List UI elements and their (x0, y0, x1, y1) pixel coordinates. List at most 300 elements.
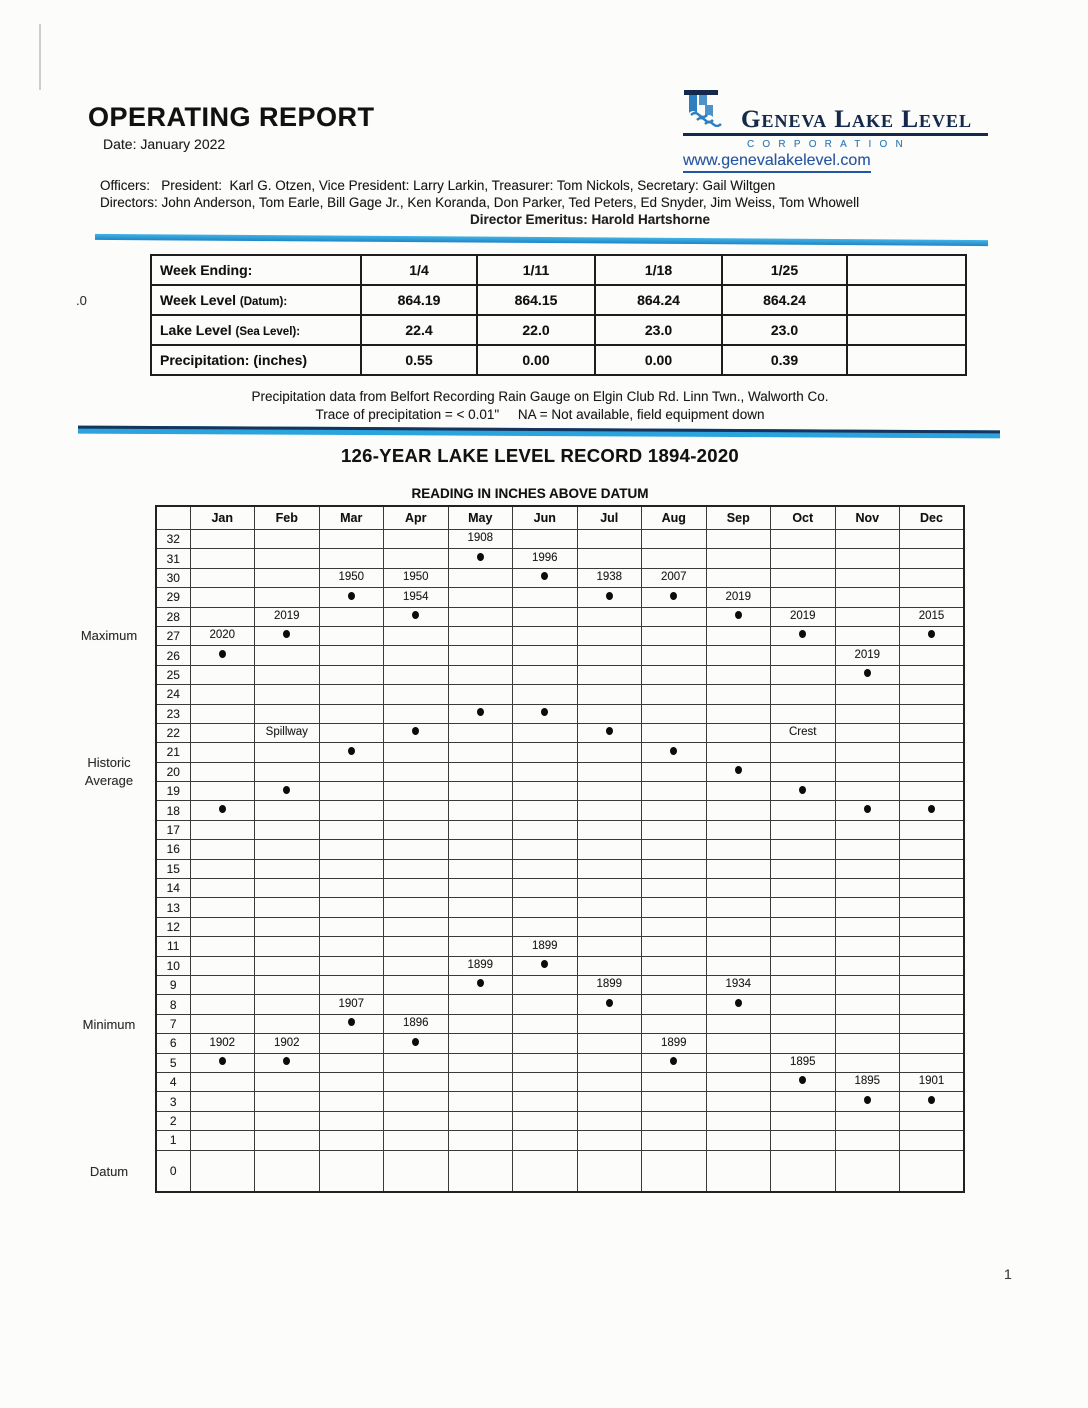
grid-cell (706, 859, 771, 878)
grid-cell (706, 1014, 771, 1033)
grid-cell (900, 1053, 965, 1072)
grid-cell (771, 898, 836, 917)
grid-cell (577, 956, 642, 975)
grid-cell (835, 859, 900, 878)
side-label-line: Historic (87, 754, 131, 770)
grid-cell (319, 801, 384, 820)
side-label-historic-average (72, 754, 146, 790)
data-dot (283, 1057, 290, 1065)
grid-cell (513, 704, 578, 723)
grid-cell (255, 549, 320, 568)
grid-cell (900, 937, 965, 956)
grid-cell (900, 549, 965, 568)
grid-cell (835, 1034, 900, 1053)
grid-cell (384, 937, 449, 956)
weekly-value-cell (847, 255, 966, 285)
grid-cell (319, 937, 384, 956)
grid-cell (577, 685, 642, 704)
grid-row (156, 743, 964, 762)
month-header: Sep (706, 506, 771, 530)
data-dot (864, 669, 871, 677)
weekly-table (150, 254, 967, 376)
grid-cell (577, 704, 642, 723)
level-cell: 18 (156, 801, 190, 820)
grid-cell (190, 568, 255, 587)
grid-cell (900, 568, 965, 587)
grid-cell (642, 995, 707, 1014)
data-dot (477, 553, 484, 561)
grid-cell (642, 743, 707, 762)
weekly-value-cell: 0.00 (595, 345, 722, 375)
data-dot (412, 611, 419, 619)
grid-cell (900, 762, 965, 781)
grid-cell (190, 530, 255, 549)
weekly-value-cell: 0.00 (477, 345, 595, 375)
grid-cell (771, 1034, 836, 1053)
grid-cell (642, 607, 707, 626)
grid-cell (706, 607, 771, 626)
grid-cell (448, 879, 513, 898)
grid-cell (900, 1014, 965, 1033)
grid-cell (706, 840, 771, 859)
grid-cell (384, 704, 449, 723)
month-header: Dec (900, 506, 965, 530)
data-dot (412, 1038, 419, 1046)
grid-cell (642, 840, 707, 859)
grid-cell (448, 626, 513, 645)
month-header: Feb (255, 506, 320, 530)
grid-cell (771, 685, 836, 704)
weekly-label-paren: (Datum): (239, 296, 288, 308)
data-dot (348, 592, 355, 600)
level-cell: 1 (156, 1131, 190, 1150)
grid-cell (255, 956, 320, 975)
grid-cell (384, 1053, 449, 1072)
level-cell: 8 (156, 995, 190, 1014)
grid-cell (384, 1034, 449, 1053)
grid-cell (577, 1072, 642, 1091)
level-cell: 2 (156, 1111, 190, 1130)
grid-row (156, 820, 964, 839)
weekly-value-cell: 864.24 (722, 285, 847, 315)
level-cell: 3 (156, 1092, 190, 1111)
grid-cell: 1899 (642, 1034, 707, 1053)
grid-cell (513, 568, 578, 587)
grid-cell (706, 1053, 771, 1072)
grid-cell (642, 859, 707, 878)
grid-row (156, 937, 964, 956)
grid-cell (900, 898, 965, 917)
grid-cell (190, 879, 255, 898)
grid-cell: 1996 (513, 549, 578, 568)
grid-cell (384, 879, 449, 898)
grid-cell (448, 723, 513, 742)
grid-cell (900, 626, 965, 645)
grid-cell (577, 820, 642, 839)
grid-row (156, 1053, 964, 1072)
grid-cell (319, 646, 384, 665)
data-dot (864, 805, 871, 813)
data-dot (670, 592, 677, 600)
grid-row (156, 1150, 964, 1192)
grid-cell (835, 1014, 900, 1033)
grid-cell (513, 1131, 578, 1150)
grid-cell: 2020 (190, 626, 255, 645)
logo (683, 83, 988, 173)
grid-cell (835, 917, 900, 936)
weekly-value-cell: 1/4 (361, 255, 477, 285)
grid-row (156, 1034, 964, 1053)
grid-cell (513, 646, 578, 665)
grid-cell (190, 549, 255, 568)
grid-cell (448, 588, 513, 607)
grid-cell (513, 607, 578, 626)
weekly-row (151, 285, 966, 315)
data-dot (928, 1096, 935, 1104)
grid-cell (577, 859, 642, 878)
grid-cell (577, 782, 642, 801)
grid-cell (255, 762, 320, 781)
level-cell: 6 (156, 1034, 190, 1053)
grid-cell (771, 1072, 836, 1091)
grid-cell (513, 782, 578, 801)
level-cell: 30 (156, 568, 190, 587)
grid-cell (706, 704, 771, 723)
grid-cell (577, 995, 642, 1014)
grid-cell (771, 1111, 836, 1130)
grid-cell (835, 820, 900, 839)
record-subtitle: READING IN INCHES ABOVE DATUM (411, 486, 649, 501)
grid-cell (706, 646, 771, 665)
grid-cell (319, 762, 384, 781)
grid-cell (513, 975, 578, 994)
level-cell: 19 (156, 782, 190, 801)
grid-cell: 2019 (706, 588, 771, 607)
grid-cell (642, 530, 707, 549)
grid-cell (835, 1111, 900, 1130)
grid-cell (642, 588, 707, 607)
grid-cell (771, 646, 836, 665)
grid-cell (706, 801, 771, 820)
grid-cell (384, 859, 449, 878)
grid-cell: Spillway (255, 723, 320, 742)
weekly-value-cell: 23.0 (595, 315, 722, 345)
grid-cell (577, 1034, 642, 1053)
report-date: Date: January 2022 (103, 136, 226, 152)
weekly-value-cell: 1/25 (722, 255, 847, 285)
grid-cell (190, 1014, 255, 1033)
grid-cell (255, 975, 320, 994)
grid-cell (642, 704, 707, 723)
grid-cell (448, 568, 513, 587)
grid-cell (706, 1092, 771, 1111)
level-cell: 0 (156, 1150, 190, 1192)
grid-cell (900, 704, 965, 723)
grid-cell (642, 956, 707, 975)
grid-cell (900, 588, 965, 607)
grid-cell (642, 879, 707, 898)
level-cell: 27 (156, 626, 190, 645)
grid-cell (255, 646, 320, 665)
grid-cell (384, 685, 449, 704)
grid-cell (513, 1111, 578, 1130)
grid-cell (448, 782, 513, 801)
grid-cell (190, 898, 255, 917)
grid-cell (577, 898, 642, 917)
grid-cell (835, 840, 900, 859)
weekly-label-main: Precipitation: (inches) (160, 352, 308, 368)
grid-cell: 2019 (255, 607, 320, 626)
grid-cell (642, 1150, 707, 1192)
grid-cell (513, 995, 578, 1014)
grid-cell (190, 917, 255, 936)
grid-cell (900, 782, 965, 801)
grid-cell (448, 607, 513, 626)
data-dot (541, 708, 548, 716)
weekly-label-cell (151, 285, 361, 315)
grid-cell (835, 626, 900, 645)
grid-cell (255, 704, 320, 723)
data-dot (348, 747, 355, 755)
grid-cell (642, 801, 707, 820)
grid-cell (513, 898, 578, 917)
grid-row (156, 530, 964, 549)
grid-cell (384, 801, 449, 820)
grid-cell (835, 685, 900, 704)
grid-row (156, 665, 964, 684)
grid-cell (706, 1131, 771, 1150)
grid-cell (706, 898, 771, 917)
grid-cell (642, 665, 707, 684)
grid-cell (513, 1034, 578, 1053)
grid-cell (771, 1131, 836, 1150)
grid-cell (255, 801, 320, 820)
level-cell: 22 (156, 723, 190, 742)
level-cell: 25 (156, 665, 190, 684)
level-cell: 26 (156, 646, 190, 665)
data-dot (799, 786, 806, 794)
weekly-value-cell: 864.15 (477, 285, 595, 315)
grid-cell (255, 665, 320, 684)
grid-cell (835, 975, 900, 994)
grid-cell (642, 917, 707, 936)
grid-cell (513, 1072, 578, 1091)
grid-cell (384, 1131, 449, 1150)
grid-cell (706, 685, 771, 704)
grid-cell (255, 743, 320, 762)
data-dot (670, 1057, 677, 1065)
grid-cell (190, 937, 255, 956)
grid-cell (900, 801, 965, 820)
grid-cell: 1938 (577, 568, 642, 587)
grid-row (156, 917, 964, 936)
grid-cell (771, 588, 836, 607)
grid-cell (190, 956, 255, 975)
grid-cell (835, 568, 900, 587)
grid-cell (448, 1072, 513, 1091)
grid-cell (190, 1111, 255, 1130)
grid-cell (319, 588, 384, 607)
grid-cell (835, 801, 900, 820)
grid-cell: 1950 (384, 568, 449, 587)
weekly-value-cell: 22.0 (477, 315, 595, 345)
grid-cell (190, 588, 255, 607)
grid-row (156, 995, 964, 1014)
weekly-value-cell (847, 315, 966, 345)
grid-cell (319, 626, 384, 645)
data-dot (735, 999, 742, 1007)
data-dot (219, 650, 226, 658)
grid-cell (319, 1111, 384, 1130)
grid-cell (319, 1053, 384, 1072)
grid-cell (448, 917, 513, 936)
grid-cell (642, 626, 707, 645)
level-cell: 24 (156, 685, 190, 704)
waterfall-icon (683, 83, 735, 132)
grid-cell (706, 549, 771, 568)
grid-cell (706, 879, 771, 898)
grid-cell (384, 762, 449, 781)
grid-cell (384, 1072, 449, 1091)
grid-cell: 2019 (835, 646, 900, 665)
grid-cell (706, 568, 771, 587)
grid-cell (319, 975, 384, 994)
grid-cell (448, 1053, 513, 1072)
grid-cell (577, 1053, 642, 1072)
grid-cell (448, 859, 513, 878)
grid-cell (642, 1131, 707, 1150)
grid-cell (642, 782, 707, 801)
grid-cell (255, 1131, 320, 1150)
grid-cell (448, 685, 513, 704)
grid-cell (835, 530, 900, 549)
grid-cell (190, 1150, 255, 1192)
grid-cell (190, 859, 255, 878)
grid-cell (513, 917, 578, 936)
level-cell: 7 (156, 1014, 190, 1033)
grid-cell (642, 1014, 707, 1033)
grid-cell (255, 530, 320, 549)
grid-cell (384, 840, 449, 859)
grid-cell (190, 782, 255, 801)
weekly-label-cell (151, 345, 361, 375)
grid-cell (771, 743, 836, 762)
grid-cell (384, 917, 449, 936)
grid-cell (190, 607, 255, 626)
grid-cell (384, 530, 449, 549)
data-dot (283, 786, 290, 794)
weekly-value-cell: 1/11 (477, 255, 595, 285)
grid-cell (706, 1072, 771, 1091)
grid-cell: 1899 (513, 937, 578, 956)
grid-cell (577, 530, 642, 549)
grid-cell (706, 626, 771, 645)
weekly-value-cell: 22.4 (361, 315, 477, 345)
grid-cell: 1902 (255, 1034, 320, 1053)
grid-cell (319, 840, 384, 859)
divider-line-1 (95, 234, 988, 246)
grid-cell (255, 879, 320, 898)
grid-cell (900, 1092, 965, 1111)
grid-cell (319, 820, 384, 839)
grid-cell (255, 1053, 320, 1072)
grid-cell (255, 937, 320, 956)
level-cell: 12 (156, 917, 190, 936)
grid-cell (319, 879, 384, 898)
level-cell: 31 (156, 549, 190, 568)
grid-cell (577, 1014, 642, 1033)
grid-cell: 1895 (771, 1053, 836, 1072)
grid-cell (642, 975, 707, 994)
grid-cell (577, 646, 642, 665)
level-cell: 11 (156, 937, 190, 956)
month-header: Mar (319, 506, 384, 530)
grid-cell (513, 840, 578, 859)
grid-cell (190, 995, 255, 1014)
grid-cell (771, 859, 836, 878)
logo-url: www.genevalakelevel.com (683, 152, 871, 173)
grid-row (156, 1111, 964, 1130)
month-header: Nov (835, 506, 900, 530)
grid-cell (255, 917, 320, 936)
grid-cell (448, 704, 513, 723)
grid-cell: 1954 (384, 588, 449, 607)
grid-row (156, 549, 964, 568)
grid-cell: 2015 (900, 607, 965, 626)
grid-cell (384, 820, 449, 839)
grid-cell (190, 1072, 255, 1091)
side-label-minimum (72, 1016, 146, 1034)
level-cell: 13 (156, 898, 190, 917)
grid-cell (255, 820, 320, 839)
weekly-value-cell: 23.0 (722, 315, 847, 345)
grid-cell (255, 859, 320, 878)
grid-cell (577, 840, 642, 859)
grid-cell (835, 1150, 900, 1192)
grid-cell (255, 840, 320, 859)
grid-cell (319, 1014, 384, 1033)
grid-row (156, 801, 964, 820)
grid-cell (577, 937, 642, 956)
grid-cell (384, 1092, 449, 1111)
logo-name: Geneva Lake Level (741, 106, 973, 133)
grid-cell (835, 743, 900, 762)
grid-cell (448, 820, 513, 839)
weekly-value-cell (847, 345, 966, 375)
grid-cell (577, 762, 642, 781)
grid-cell (190, 665, 255, 684)
grid-cell (384, 607, 449, 626)
grid-cell (771, 665, 836, 684)
grid-cell (190, 840, 255, 859)
grid-cell (190, 646, 255, 665)
grid-row (156, 704, 964, 723)
grid-cell (900, 1034, 965, 1053)
level-cell: 16 (156, 840, 190, 859)
grid-cell (706, 743, 771, 762)
grid-cell (835, 937, 900, 956)
grid-cell (513, 820, 578, 839)
grid-cell (384, 743, 449, 762)
grid-cell (190, 975, 255, 994)
grid-cell (319, 723, 384, 742)
grid-cell (835, 1131, 900, 1150)
record-grid (155, 505, 965, 1193)
month-header: Jun (513, 506, 578, 530)
grid-cell (900, 743, 965, 762)
grid-cell: 1908 (448, 530, 513, 549)
grid-cell (642, 1111, 707, 1130)
